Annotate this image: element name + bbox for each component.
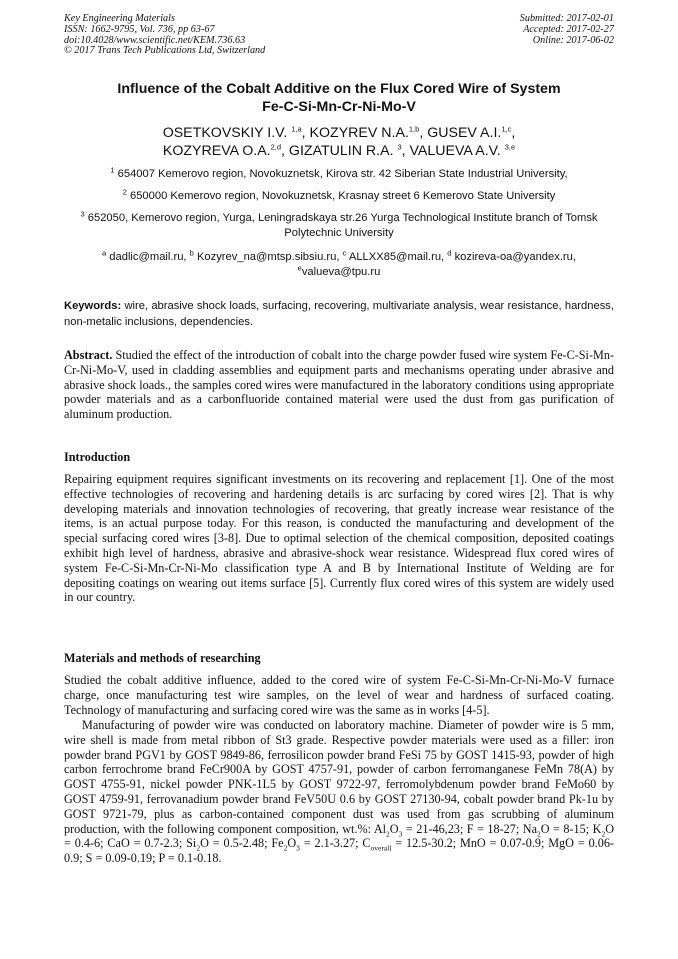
methods-paragraph-2: Manufacturing of powder wire was conducted on laboratory machine. Diameter of powder wire is 5 mm, wire shell is made from metal ribbon of St3 grade. Respective powder materials were used as a filler: iron powder brand PGV1 by GOST 9849-86, ferrosilicon powder brand FeSi 75 by GOST 1415-93, powder of high carbon ferrochrome brand FeCr900A by GOST 4757-91, powder of carbon ferromanganese FeMn 78(A) by GOST 4755-91, nickel powder PNK-1L5 by GOST 9722-97, ferromolybdenum powder brand FeMo60 by GOST 4759-91, ferrovanadium powder brand FeV50U 0.6 by GOST 27130-94, cobalt powder brand Pk-1u by GOST 9721-79, plus as carbon-contained component dust was used from gas scrubbing of aluminum production, with the following component composition, wt.%: $Al_2O_3 = 21-46,23$; F = 18-27; $Na_2O = 8-15$; $K_2O = 0.4-6$; CaO = 0.7-2.3; $Si_2O = 0.5-2.48$; $Fe_2O_3 = 2.1-3.27$; $C_{overall} = 12.5-30.2$; MnO = 0.07-0.9; MgO = 0.06-0.9; S = 0.09-0.19; P = 0.1-0.18. — [64, 718, 615, 866]
doi-line: doi:10.4028/www.scientific.net/KEM.736.63 — [64, 34, 246, 46]
methods-paragraph-1: Studied the cobalt additive influence, added to the cored wire of system Fe-C-Si-Mn-Cr-Ni-Mo-V furnace charge, once manufacturing test wire samples, on the level of wear and hardness of surfaced coating. Technology of manufacturing and surfacing cored wire was the same as in works [4-5]. — [64, 673, 614, 717]
journal-info — [64, 14, 265, 57]
copyright-line: © 2017 Trans Tech Publications Ltd, Switzerland — [64, 45, 266, 57]
intro-paragraph: Repairing equipment requires significant investments on its recovering and replacement [1]. One of the most effective technologies of recovering and hardening details is arc surfacing by cored wires [2]. That is why developing materials and innovation technologies of recovering, that greatly increase wear resistance of the items, is an actual purpose today. For this reason, is conducted the manufacturing and development of the special surfacing cored wires [3-8]. Due to optimal selection of the chemical composition, deposited coatings exhibit high level of hardness, abrasive and abrasive-shock wear resistance. Widespread flux cored wires of system Fe-C-Si-Mn-Cr-Ni-Mo classification type A and B by International Institute of Welding are for depositing coatings on wearing out items surface [5]. Currently flux cored wires of this system are widely used in our country. — [64, 472, 614, 605]
online-date: Online: 2017-06-02 — [532, 34, 614, 46]
submitted-date: Submitted: 2017-02-01 — [519, 13, 614, 24]
keywords-label: Keywords: — [64, 300, 122, 312]
accepted-date: Accepted: 2017-02-27 — [523, 23, 614, 35]
intro-heading: Introduction — [64, 450, 131, 464]
affiliation-1: $^1$ 654007 Kemerovo region, Novokuznetsk, Kirova str. 42 Siberian State Industrial University, — [110, 165, 568, 180]
affiliation-2: $^2$ 650000 Kemerovo region, Novokuznetsk, Krasnay street 6 Kemerovo State University — [122, 187, 556, 202]
paper-title: Influence of the Cobalt Additive on the Flux Cored Wire of System Fe-C-Si-Mn-Cr-Ni-Mo-V — [117, 81, 561, 115]
author-list: OSETKOVSKIY I.V. $^{1,a}$, KOZYREV N.A.$^{1,b}$, GUSEV A.I.$^{1,c}$, KOZYREVA O.A.$^{2,d}$, GIZATULIN R.A. $^3$, VALUEVA A.V. $^{3,e}$ — [162, 124, 516, 159]
keywords: Keywords: wire, abrasive shock loads, surfacing, recovering, multivariate analysis, wear resistance, hardness, non-metalic inclusions, dependencies. — [64, 300, 614, 328]
affiliation-3: $^3$ 652050, Kemerovo region, Yurga, Leningradskaya str.26 Yurga Technological Institute branch of Tomsk Polytechnic University — [80, 209, 598, 239]
methods-heading: Materials and methods of researching — [64, 651, 261, 665]
abstract: Abstract. Studied the effect of the introduction of cobalt into the charge powder fused wire system Fe-C-Si-Mn-Cr-Ni-Mo-V, used in cladding assemblies and equipment parts and mechanisms operating under abrasive and abrasive shock loads., the samples cored wires were manufactured in the laboratory conditions using appropriate powder materials and as a carbonfluoride contained material were used the dust from gas purification of aluminum production. — [64, 348, 614, 422]
journal-name: Key Engineering Materials — [64, 13, 175, 24]
dates-info — [520, 14, 614, 46]
abstract-label: Abstract. — [64, 348, 113, 362]
email-list: $^a$ dadlic@mail.ru, $^b$ Kozyrev_na@mtsp.sibsiu.ru, $^c$ ALLXX85@mail.ru, $^d$ kozireva-oa@yandex.ru, $^e$valueva@tpu.ru — [102, 248, 576, 278]
issn-line: ISSN: 1662-9795, Vol. 736, pp 63-67 — [64, 23, 215, 35]
